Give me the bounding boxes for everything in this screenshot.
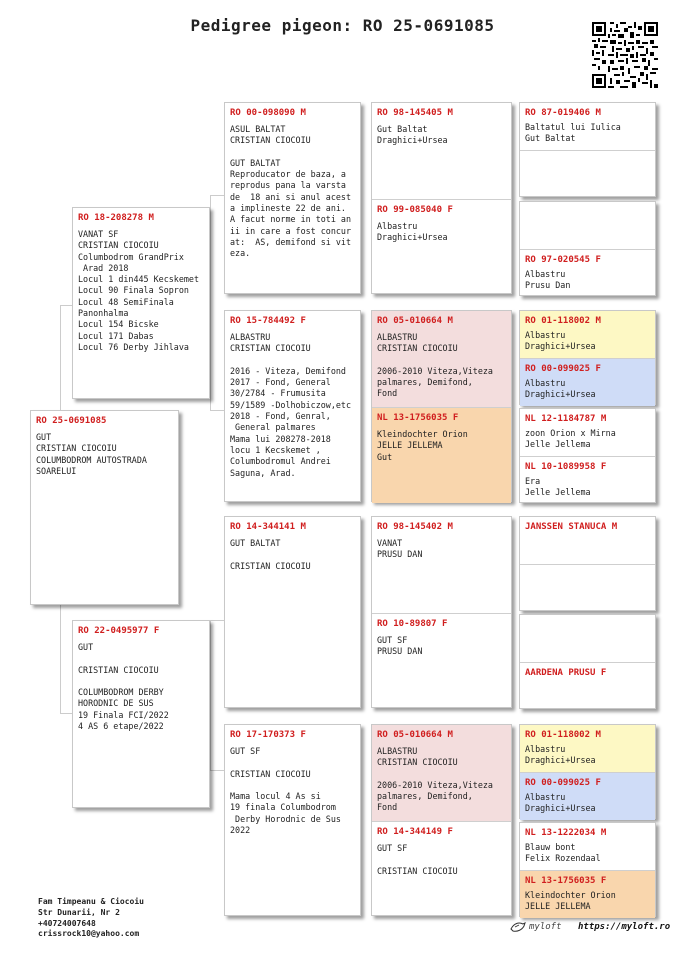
pigeon-details: Albastru Draghici+Ursea bbox=[525, 792, 596, 814]
ancestor-card[interactable] bbox=[520, 565, 655, 612]
ring-number: RO 14-344149 F bbox=[377, 827, 453, 837]
ancestor-card[interactable] bbox=[520, 311, 655, 358]
ring-number: NL 13-1756035 F bbox=[377, 413, 459, 423]
pigeon-details: ASUL BALTAT CRISTIAN CIOCOIU GUT BALTAT Reproducator de baza, a reprodus pana la varsta de 18 ani si anul acest a implineste 22 de ani. A facut norme in toti an ii in care a fost concur at: AS, demifond si vit eza. bbox=[230, 124, 352, 259]
ring-number: RO 87-019406 M bbox=[525, 108, 601, 118]
ancestor-card[interactable] bbox=[520, 725, 655, 772]
gen3-group-1 bbox=[371, 102, 512, 294]
ring-number: RO 97-020545 F bbox=[525, 255, 601, 265]
ancestor-card[interactable] bbox=[372, 517, 511, 613]
ring-number: RO 00-098090 M bbox=[230, 108, 306, 118]
ring-number: RO 00-099025 F bbox=[525, 364, 601, 374]
ancestor-card[interactable] bbox=[520, 517, 655, 564]
pigeon-details: GUT CRISTIAN CIOCOIU COLUMBODROM DERBY HORODNIC DE SUS 19 Finala FCI/2022 4 AS 6 etape/2022 bbox=[78, 642, 169, 732]
page-title: Pedigree pigeon: RO 25-0691085 bbox=[190, 16, 495, 35]
ring-number: RO 17-170373 F bbox=[230, 730, 306, 740]
gen4-group-4 bbox=[519, 408, 656, 503]
pigeon-details: GUT CRISTIAN CIOCOIU COLUMBODROM AUTOSTRADA SOARELUI bbox=[36, 432, 147, 476]
connector-line bbox=[60, 603, 61, 713]
ancestor-card[interactable] bbox=[520, 615, 655, 662]
ring-number: RO 15-784492 F bbox=[230, 316, 306, 326]
dam-card[interactable] bbox=[72, 620, 210, 808]
ring-number: NL 13-1222034 M bbox=[525, 828, 607, 838]
granddam-maternal-card[interactable] bbox=[224, 724, 361, 916]
ancestor-card[interactable] bbox=[520, 359, 655, 406]
owner-email[interactable]: crissrock10@yahoo.com bbox=[38, 929, 140, 939]
ancestor-card[interactable] bbox=[372, 614, 511, 709]
ancestor-card[interactable] bbox=[520, 409, 655, 456]
myloft-logo bbox=[510, 920, 562, 934]
ring-number: RO 10-89807 F bbox=[377, 619, 448, 629]
ring-number: NL 13-1756035 F bbox=[525, 876, 607, 886]
ring-number: JANSSEN STANUCA M bbox=[525, 522, 618, 532]
connector-line bbox=[210, 620, 211, 770]
pigeon-details: VANAT PRUSU DAN bbox=[377, 538, 423, 560]
gen4-group-8 bbox=[519, 822, 656, 917]
ancestor-card[interactable] bbox=[520, 250, 655, 297]
logo-text: myloft bbox=[529, 922, 562, 932]
ancestor-card[interactable] bbox=[520, 457, 655, 504]
grandsire-paternal-card[interactable] bbox=[224, 102, 361, 294]
sire-card[interactable] bbox=[72, 207, 210, 399]
pigeon-details: Blauw bont Felix Rozendaal bbox=[525, 842, 601, 864]
ancestor-card[interactable] bbox=[520, 151, 655, 198]
website-link[interactable]: https://myloft.ro bbox=[578, 922, 671, 932]
gen3-group-2 bbox=[371, 310, 512, 502]
pigeon-details: Albastru Draghici+Ursea bbox=[525, 330, 596, 352]
connector-line bbox=[210, 410, 225, 411]
ancestor-card[interactable] bbox=[520, 823, 655, 870]
pigeon-details: GUT BALTAT CRISTIAN CIOCOIU bbox=[230, 538, 311, 571]
ring-number: RO 05-010664 M bbox=[377, 730, 453, 740]
gen4-group-3 bbox=[519, 310, 656, 405]
pigeon-details: VANAT SF CRISTIAN CIOCOIU Columbodrom GrandPrix Arad 2018 Locul 1 din445 Kecskemet Locul 90 Finala Sopron Locul 48 SemiFinala Panonhalma Locul 154 Bicske Locul 171 Dabas Locul 76 Derby Jihlava bbox=[78, 229, 200, 352]
ancestor-card[interactable] bbox=[372, 103, 511, 199]
pigeon-details: Gut Baltat Draghici+Ursea bbox=[377, 124, 448, 146]
owner-contact bbox=[38, 897, 144, 940]
ring-number: NL 10-1089958 F bbox=[525, 462, 607, 472]
ring-number: RO 01-118002 M bbox=[525, 730, 601, 740]
ring-number: RO 05-010664 M bbox=[377, 316, 453, 326]
pigeon-details: GUT SF CRISTIAN CIOCOIU bbox=[377, 843, 458, 876]
pigeon-details: Albastru Draghici+Ursea bbox=[525, 744, 596, 766]
gen4-group-6 bbox=[519, 614, 656, 709]
connector-line bbox=[210, 620, 225, 621]
pigeon-details: GUT SF CRISTIAN CIOCOIU Mama locul 4 As si 19 finala Columbodrom Derby Horodnic de Sus 2022 bbox=[230, 746, 341, 836]
pigeon-details: zoon Orion x Mirna Jelle Jellema bbox=[525, 428, 616, 450]
ancestor-card[interactable] bbox=[372, 725, 511, 821]
ancestor-card[interactable] bbox=[520, 103, 655, 150]
owner-address: Str Dunarii, Nr 2 bbox=[38, 907, 120, 917]
pigeon-details: Kleindochter Orion JELLE JELLEMA Gut bbox=[377, 429, 468, 462]
pigeon-details: GUT SF PRUSU DAN bbox=[377, 635, 423, 657]
gen4-group-7 bbox=[519, 724, 656, 819]
gen3-group-4 bbox=[371, 724, 512, 916]
gen4-group-1 bbox=[519, 102, 656, 197]
pigeon-details: Kleindochter Orion JELLE JELLEMA bbox=[525, 890, 616, 912]
ancestor-card[interactable] bbox=[520, 773, 655, 820]
ancestor-card[interactable] bbox=[372, 822, 511, 917]
ancestor-card[interactable] bbox=[520, 871, 655, 918]
pigeon-details: Albastru Draghici+Ursea bbox=[525, 378, 596, 400]
pigeon-details: ALBASTRU CRISTIAN CIOCOIU 2006-2010 Viteza,Viteza palmares, Demifond, Fond bbox=[377, 746, 493, 813]
ancestor-card[interactable] bbox=[372, 311, 511, 407]
ring-number: RO 98-145402 M bbox=[377, 522, 453, 532]
ancestor-card[interactable] bbox=[520, 663, 655, 710]
ring-number: NL 12-1184787 M bbox=[525, 414, 607, 424]
pigeon-details: Baltatul lui Iulica Gut Baltat bbox=[525, 122, 621, 144]
connector-line bbox=[210, 770, 225, 771]
ancestor-card[interactable] bbox=[520, 202, 655, 249]
ring-number: AARDENA PRUSU F bbox=[525, 668, 607, 678]
pigeon-details: ALBASTRU CRISTIAN CIOCOIU 2016 - Viteza, Demifond 2017 - Fond, General 30/2784 - Frumusita 59/1589 -Dolhobiczow,etc 2018 - Fond, Genral, General palmares Mama lui 208278-2018 locu 1 Kecskemet , Columbodromul Andrei Saguna, Arad. bbox=[230, 332, 352, 478]
connector-line bbox=[210, 195, 225, 196]
subject-card[interactable] bbox=[30, 410, 179, 605]
gen4-group-2 bbox=[519, 201, 656, 296]
connector-line bbox=[60, 305, 61, 415]
ancestor-card[interactable] bbox=[372, 200, 511, 295]
pigeon-icon bbox=[510, 920, 526, 934]
pigeon-details: ALBASTRU CRISTIAN CIOCOIU 2006-2010 Viteza,Viteza palmares, Demifond, Fond bbox=[377, 332, 493, 399]
ring-number: RO 22-0495977 F bbox=[78, 626, 160, 636]
granddam-paternal-card[interactable] bbox=[224, 310, 361, 502]
ring-number: RO 99-085040 F bbox=[377, 205, 453, 215]
pigeon-details: Albastru Prusu Dan bbox=[525, 269, 571, 291]
qr-code bbox=[592, 22, 658, 88]
gen3-group-3 bbox=[371, 516, 512, 708]
ring-number: RO 18-208278 M bbox=[78, 213, 154, 223]
owner-name: Fam Timpeanu & Ciocoiu bbox=[38, 897, 144, 906]
gen4-group-5 bbox=[519, 516, 656, 611]
ring-number: RO 01-118002 M bbox=[525, 316, 601, 326]
connector-line bbox=[210, 195, 211, 410]
ring-number: RO 00-099025 F bbox=[525, 778, 601, 788]
ring-number: RO 98-145405 M bbox=[377, 108, 453, 118]
ring-number: RO 14-344141 M bbox=[230, 522, 306, 532]
owner-phone: +40724007648 bbox=[38, 918, 96, 928]
ring-number: RO 25-0691085 bbox=[36, 416, 107, 426]
ancestor-card[interactable] bbox=[372, 408, 511, 503]
grandsire-maternal-card[interactable] bbox=[224, 516, 361, 708]
pigeon-details: Albastru Draghici+Ursea bbox=[377, 221, 448, 243]
pigeon-details: Era Jelle Jellema bbox=[525, 476, 591, 498]
